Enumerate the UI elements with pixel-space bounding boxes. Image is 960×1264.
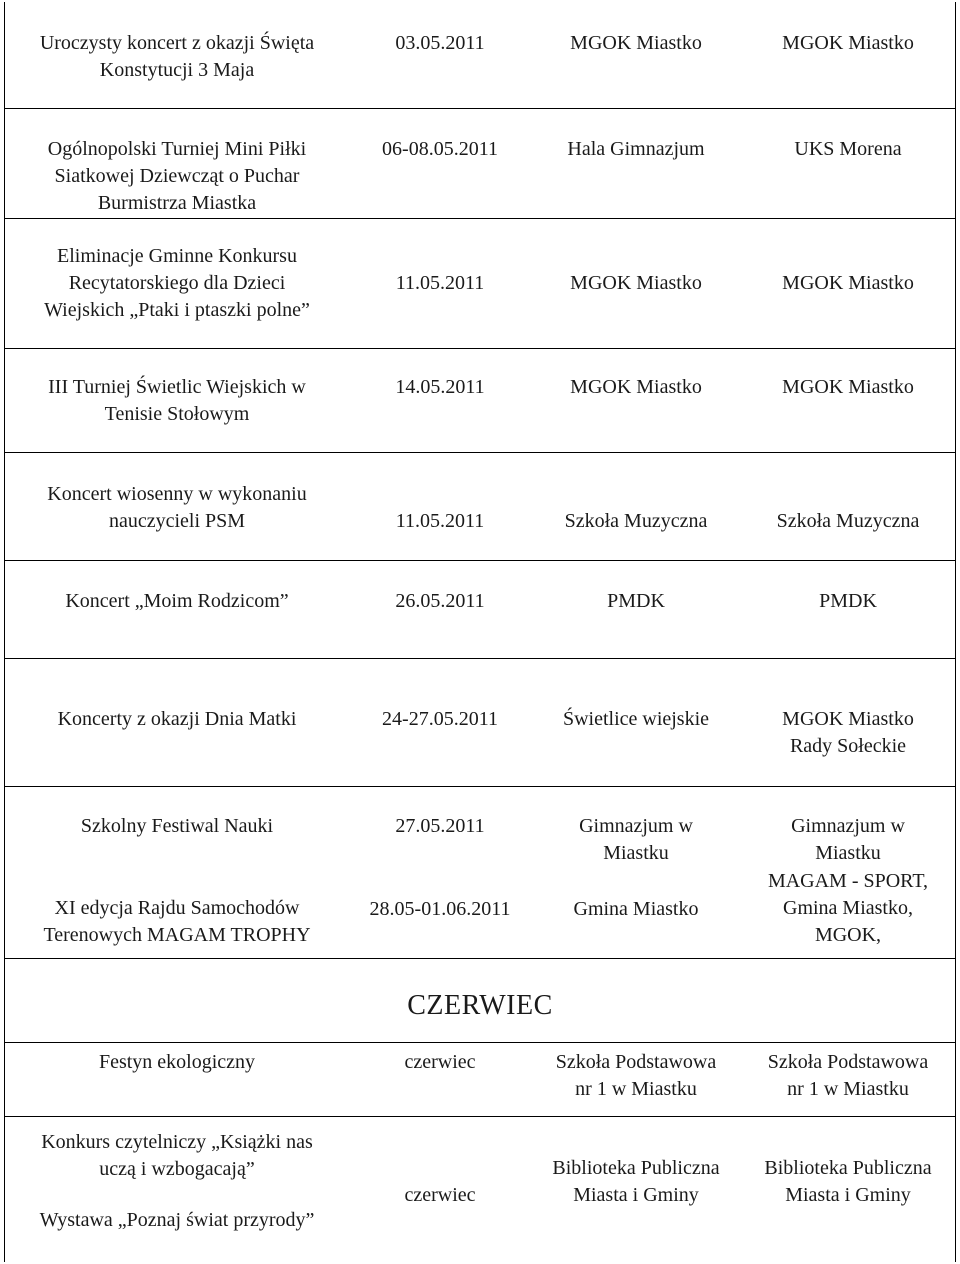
event-date: 11.05.2011 xyxy=(395,510,485,532)
event-organizer: MGOK Miastko xyxy=(782,32,914,54)
event-name: Festyn ekologiczny xyxy=(98,1051,256,1073)
event-place: Szkoła Muzyczna xyxy=(564,510,708,532)
event-organizer: UKS Morena xyxy=(794,138,902,160)
row-divider xyxy=(4,958,956,959)
event-organizer: PMDK xyxy=(819,590,877,612)
event-organizer: MAGAM - SPORT, Gmina Miastko, MGOK, xyxy=(767,870,929,946)
event-organizer: MGOK Miastko Rady Sołeckie xyxy=(782,708,914,757)
row-divider xyxy=(4,1042,956,1043)
event-name-secondary: Wystawa „Poznaj świat przyrody” xyxy=(39,1209,315,1231)
table-border-left xyxy=(4,2,5,1262)
event-place: MGOK Miastko xyxy=(570,32,702,54)
event-place: Gmina Miastko xyxy=(573,898,699,920)
event-name: Szkolny Festiwal Nauki xyxy=(80,815,274,837)
event-name: Eliminacje Gminne Konkursu Recytatorskiego dla Dzieci Wiejskich „Ptaki i ptaszki polne” xyxy=(44,245,310,321)
event-name: Konkurs czytelniczy „Książki nas uczą i wzbogacają” xyxy=(41,1131,313,1180)
event-date: 24-27.05.2011 xyxy=(382,708,498,730)
event-place: Świetlice wiejskie xyxy=(562,708,710,730)
event-date: 11.05.2011 xyxy=(395,272,485,294)
event-date: 28.05-01.06.2011 xyxy=(369,898,511,920)
event-date: 03.05.2011 xyxy=(395,32,485,54)
event-name: Uroczysty koncert z okazji Święta Konstytucji 3 Maja xyxy=(39,32,315,81)
row-divider xyxy=(4,560,956,561)
row-divider xyxy=(4,348,956,349)
table-border-right xyxy=(955,2,956,1262)
event-organizer: Biblioteka Publiczna Miasta i Gminy xyxy=(764,1157,932,1206)
event-place: Szkoła Podstawowa nr 1 w Miastku xyxy=(555,1051,717,1100)
event-place: Biblioteka Publiczna Miasta i Gminy xyxy=(552,1157,720,1206)
event-date: 06-08.05.2011 xyxy=(382,138,498,160)
event-organizer: Szkoła Muzyczna xyxy=(776,510,920,532)
event-organizer: Gimnazjum w Miastku xyxy=(791,815,905,864)
event-name: Koncert wiosenny w wykonaniu nauczycieli PSM xyxy=(47,483,307,532)
event-date: 14.05.2011 xyxy=(395,376,485,398)
event-name: XI edycja Rajdu Samochodów Terenowych MAGAM TROPHY xyxy=(43,897,311,946)
event-date: 26.05.2011 xyxy=(395,590,485,612)
row-divider xyxy=(4,218,956,219)
event-place: PMDK xyxy=(607,590,665,612)
event-organizer: Szkoła Podstawowa nr 1 w Miastku xyxy=(767,1051,929,1100)
event-name: Ogólnopolski Turniej Mini Piłki Siatkowej Dziewcząt o Puchar Burmistrza Miastka xyxy=(47,138,307,214)
event-name: Koncert „Moim Rodzicom” xyxy=(65,590,289,612)
event-date: czerwiec xyxy=(404,1051,476,1073)
row-divider xyxy=(4,786,956,787)
event-date: czerwiec xyxy=(404,1184,476,1206)
event-place: MGOK Miastko xyxy=(570,376,702,398)
event-organizer: MGOK Miastko xyxy=(782,376,914,398)
event-place: Hala Gimnazjum xyxy=(567,138,705,160)
event-date: 27.05.2011 xyxy=(395,815,485,837)
event-name: III Turniej Świetlic Wiejskich w Tenisie Stołowym xyxy=(48,376,306,425)
section-heading: CZERWIEC xyxy=(407,990,553,1021)
row-divider xyxy=(4,1116,956,1117)
row-divider xyxy=(4,452,956,453)
event-organizer: MGOK Miastko xyxy=(782,272,914,294)
event-name: Koncerty z okazji Dnia Matki xyxy=(57,708,297,730)
event-place: MGOK Miastko xyxy=(570,272,702,294)
row-divider xyxy=(4,108,956,109)
row-divider xyxy=(4,658,956,659)
event-place: Gimnazjum w Miastku xyxy=(579,815,693,864)
